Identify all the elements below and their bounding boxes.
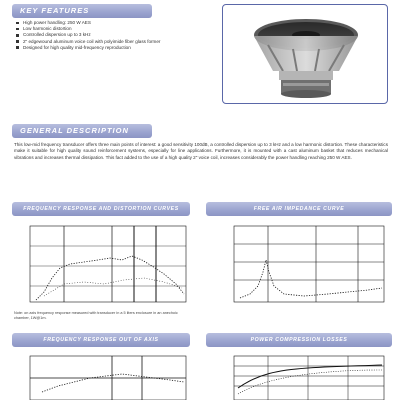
compression-curve bbox=[238, 365, 382, 388]
free-air-impedance-plot bbox=[208, 222, 390, 306]
measurement-note: Note: on axis frequency response measured with transducer in a 5 liters enclosure in an anechoic chamber, 1W@1m. bbox=[14, 311, 178, 320]
compression-curve-secondary bbox=[238, 370, 382, 394]
off-axis-chart bbox=[14, 352, 190, 400]
power-compression-heading: POWER COMPRESSION LOSSES bbox=[206, 333, 392, 347]
power-compression-plot bbox=[208, 352, 390, 400]
off-axis-curve bbox=[42, 374, 184, 392]
key-features-list bbox=[14, 20, 184, 51]
speaker-photo bbox=[222, 4, 388, 104]
frequency-response-heading: FREQUENCY RESPONSE AND DISTORTION CURVES bbox=[12, 202, 190, 216]
frequency-response-chart bbox=[14, 222, 190, 306]
bullet-icon bbox=[16, 46, 19, 49]
feature-text: High power handling: 250 W AES bbox=[23, 20, 91, 25]
speaker-icon bbox=[223, 5, 388, 104]
bullet-icon bbox=[16, 22, 19, 25]
free-air-impedance-chart bbox=[208, 222, 390, 306]
bullet-icon bbox=[16, 34, 19, 37]
bullet-icon bbox=[16, 40, 19, 43]
response-curve bbox=[36, 256, 184, 300]
key-features-heading: KEY FEATURES bbox=[12, 4, 152, 18]
feature-text: Low harmonic distortion bbox=[23, 26, 72, 32]
general-description-heading: GENERAL DESCRIPTION bbox=[12, 124, 152, 138]
feature-item bbox=[14, 45, 184, 51]
impedance-curve bbox=[240, 260, 382, 298]
power-compression-chart bbox=[208, 352, 390, 400]
feature-text: 2" edgewound aluminum voice coil with polyimide fiber glass former bbox=[23, 38, 161, 44]
off-axis-plot bbox=[14, 352, 190, 400]
feature-text: Designed for high quality mid-frequency reproduction bbox=[23, 44, 131, 50]
feature-text: Controlled dispersion up to 3 kHz bbox=[23, 32, 91, 38]
free-air-impedance-heading: FREE AIR IMPEDANCE CURVE bbox=[206, 202, 392, 216]
general-description-text: This low-mid frequency transducer offers three main points of interest: a good sensitivity 100dB, a controlled dispersion up to 3 kHz and a low harmonic distortion. These characteristics make it suitable for high quality sound reinforcement systems, especially for line applications. Furthermore, it is mounted with a cast aluminum basket that reduces mechanical vibrations and increases thermal dissipation. This fact added to the use of a high quality 2" voice coil, increases considerably the power handling reaching 250 W AES. bbox=[14, 142, 388, 160]
distortion-curve bbox=[44, 278, 182, 296]
bullet-icon bbox=[16, 28, 19, 31]
frequency-response-plot bbox=[14, 222, 190, 306]
off-axis-heading: FREQUENCY RESPONSE OUT OF AXIS bbox=[12, 333, 190, 347]
